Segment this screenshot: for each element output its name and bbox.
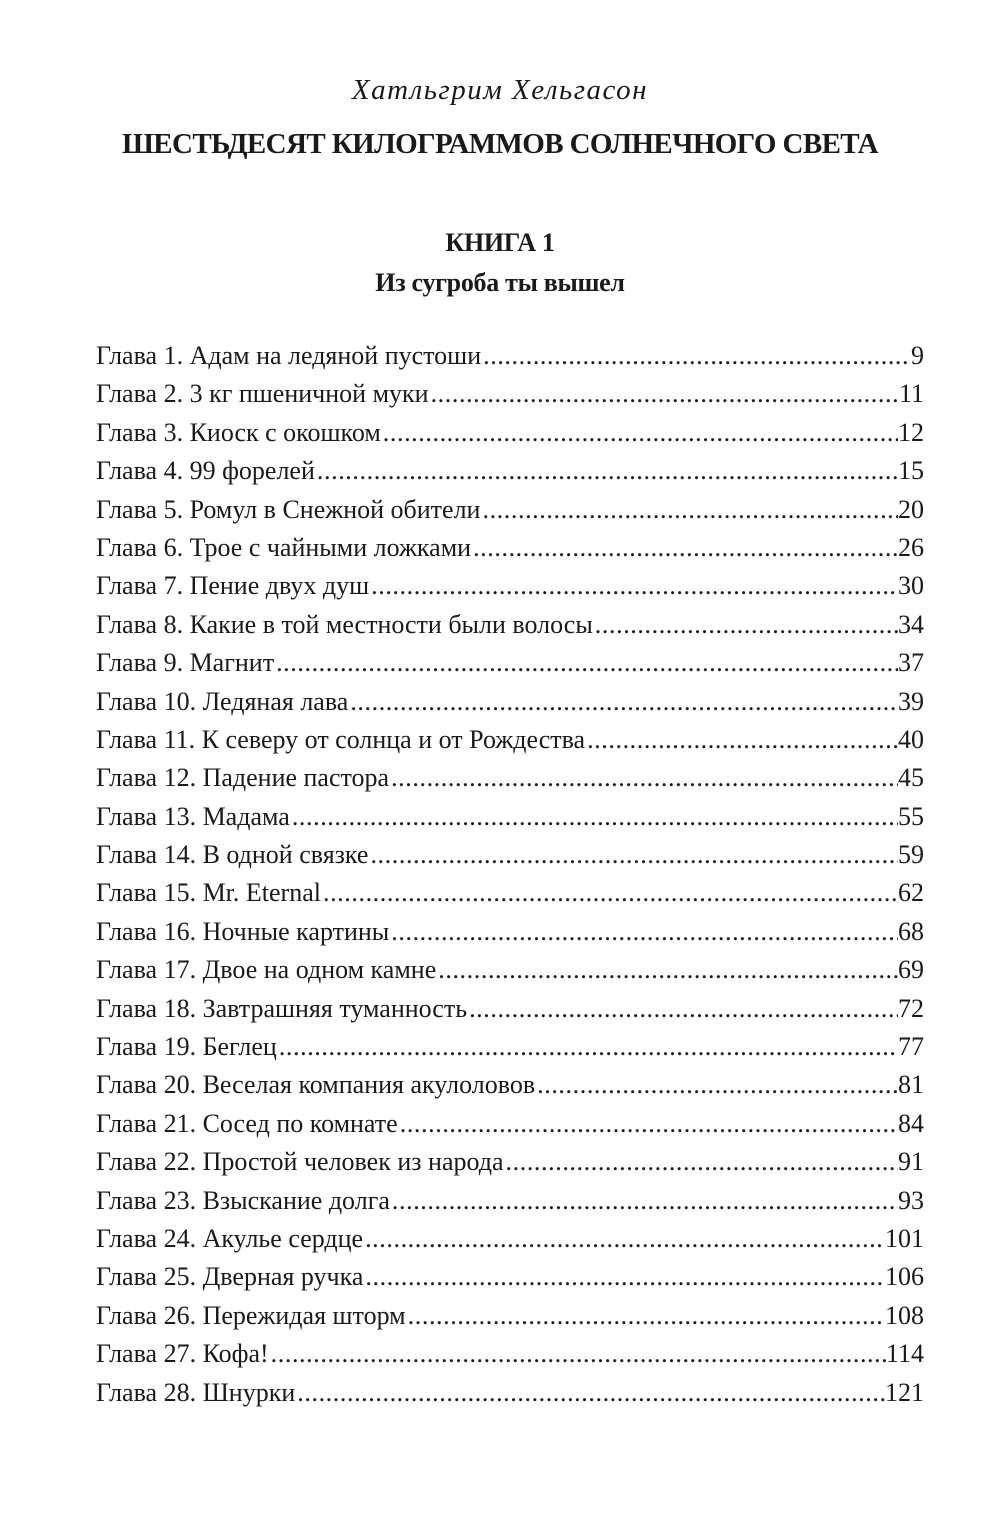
toc-leader-dots bbox=[469, 994, 898, 1024]
toc-entry[interactable] bbox=[96, 1070, 924, 1108]
toc-leader-dots bbox=[383, 418, 898, 448]
toc-entry-page-number: 93 bbox=[898, 1185, 924, 1215]
toc-entry-page-number: 106 bbox=[885, 1262, 924, 1292]
toc-entry[interactable] bbox=[96, 1301, 924, 1339]
toc-entry[interactable] bbox=[96, 1339, 924, 1377]
toc-entry-page-number: 114 bbox=[885, 1339, 924, 1369]
toc-entry[interactable] bbox=[96, 341, 924, 379]
toc-entry[interactable] bbox=[96, 917, 924, 955]
toc-entry-page-number: 101 bbox=[885, 1223, 924, 1253]
toc-entry-page-number: 69 bbox=[898, 955, 924, 985]
toc-entry[interactable] bbox=[96, 648, 924, 686]
toc-entry-title: Глава 11. К северу от солнца и от Рождества bbox=[96, 724, 586, 754]
toc-entry-page-number: 55 bbox=[898, 801, 924, 831]
toc-entry[interactable] bbox=[96, 1378, 924, 1416]
toc-entry-page-number: 34 bbox=[898, 609, 924, 639]
book-part-number: КНИГА 1 bbox=[445, 228, 555, 257]
toc-entry-page-number: 68 bbox=[898, 916, 924, 946]
toc-entry-page-number: 11 bbox=[898, 379, 924, 409]
toc-entry-page-number: 84 bbox=[898, 1108, 924, 1138]
toc-entry[interactable] bbox=[96, 1186, 924, 1224]
toc-entry-page-number: 12 bbox=[898, 417, 924, 447]
toc-entry-title: Глава 4. 99 форелей bbox=[96, 456, 315, 486]
toc-entry-page-number: 81 bbox=[898, 1070, 924, 1100]
toc-entry[interactable] bbox=[96, 379, 924, 417]
toc-entry-title: Глава 14. В одной связке bbox=[96, 840, 369, 870]
author-name: Хатльгрим Хельгасон bbox=[351, 74, 649, 106]
toc-leader-dots bbox=[297, 1378, 885, 1408]
toc-entry-title: Глава 22. Простой человек из народа bbox=[96, 1147, 504, 1177]
toc-entry-page-number: 108 bbox=[885, 1300, 924, 1330]
toc-entry-page-number: 121 bbox=[885, 1377, 924, 1407]
toc-leader-dots bbox=[292, 802, 898, 832]
toc-entry[interactable] bbox=[96, 1109, 924, 1147]
toc-entry-page-number: 9 bbox=[911, 341, 924, 370]
toc-entry-title: Глава 16. Ночные картины bbox=[96, 916, 390, 946]
toc-entry[interactable] bbox=[96, 802, 924, 840]
toc-entry-title: Глава 3. Киоск с окошком bbox=[96, 417, 381, 447]
toc-entry-title: Глава 5. Ромул в Снежной обители bbox=[96, 494, 481, 524]
toc-entry-title: Глава 23. Взыскание долга bbox=[96, 1185, 390, 1215]
toc-entry-page-number: 26 bbox=[898, 532, 924, 562]
toc-leader-dots bbox=[506, 1147, 898, 1177]
toc-leader-dots bbox=[431, 379, 899, 409]
toc-entry-title: Глава 20. Веселая компания акулоловов bbox=[96, 1070, 536, 1100]
toc-leader-dots bbox=[482, 495, 898, 525]
toc-entry-title: Глава 27. Кофа! bbox=[96, 1339, 269, 1369]
toc-entry[interactable] bbox=[96, 1224, 924, 1262]
toc-entry-title: Глава 18. Завтрашняя туманность bbox=[96, 993, 468, 1023]
toc-leader-dots bbox=[276, 648, 898, 678]
book-title: ШЕСТЬДЕСЯТ КИЛОГРАММОВ СОЛНЕЧНОГО СВЕТА bbox=[122, 128, 878, 160]
toc-entry[interactable] bbox=[96, 456, 924, 494]
toc-entry-title: Глава 10. Ледяная лава bbox=[96, 686, 349, 716]
toc-leader-dots bbox=[537, 1070, 898, 1100]
toc-leader-dots bbox=[350, 687, 898, 717]
toc-entry[interactable] bbox=[96, 687, 924, 725]
toc-entry-title: Глава 19. Беглец bbox=[96, 1032, 277, 1062]
toc-entry-title: Глава 15. Mr. Eternal bbox=[96, 878, 321, 908]
table-of-contents bbox=[96, 341, 924, 1416]
toc-entry-page-number: 62 bbox=[898, 878, 924, 908]
toc-entry-title: Глава 21. Сосед по комнате bbox=[96, 1108, 398, 1138]
toc-leader-dots bbox=[473, 533, 898, 563]
toc-entry-title: Глава 9. Магнит bbox=[96, 648, 275, 678]
toc-leader-dots bbox=[391, 763, 898, 793]
toc-entry-page-number: 40 bbox=[898, 724, 924, 754]
toc-entry[interactable] bbox=[96, 840, 924, 878]
toc-leader-dots bbox=[587, 725, 898, 755]
toc-entry-title: Глава 17. Двое на одном камне bbox=[96, 955, 437, 985]
toc-entry-title: Глава 7. Пение двух душ bbox=[96, 571, 370, 601]
toc-entry-page-number: 39 bbox=[898, 686, 924, 716]
toc-entry[interactable] bbox=[96, 955, 924, 993]
toc-entry-page-number: 77 bbox=[898, 1032, 924, 1062]
toc-leader-dots bbox=[391, 917, 898, 947]
toc-entry-title: Глава 6. Трое с чайными ложками bbox=[96, 532, 472, 562]
toc-entry-page-number: 72 bbox=[898, 993, 924, 1023]
toc-entry-page-number: 59 bbox=[898, 840, 924, 870]
toc-leader-dots bbox=[271, 1339, 886, 1369]
toc-entry-title: Глава 25. Дверная ручка bbox=[96, 1262, 364, 1292]
book-part-subtitle: Из сугроба ты вышел bbox=[375, 268, 625, 297]
toc-entry[interactable] bbox=[96, 1262, 924, 1300]
toc-entry-page-number: 45 bbox=[898, 763, 924, 793]
toc-leader-dots bbox=[483, 341, 911, 371]
toc-leader-dots bbox=[317, 456, 898, 486]
toc-leader-dots bbox=[595, 610, 898, 640]
toc-entry-title: Глава 2. 3 кг пшеничной муки bbox=[96, 379, 429, 409]
toc-leader-dots bbox=[408, 1301, 885, 1331]
toc-leader-dots bbox=[371, 571, 898, 601]
toc-entry[interactable] bbox=[96, 571, 924, 609]
toc-entry[interactable] bbox=[96, 533, 924, 571]
toc-entry-title: Глава 13. Мадама bbox=[96, 801, 290, 831]
toc-entry[interactable] bbox=[96, 610, 924, 648]
toc-leader-dots bbox=[370, 840, 898, 870]
toc-entry-title: Глава 1. Адам на ледяной пустоши bbox=[96, 341, 482, 370]
toc-entry[interactable] bbox=[96, 725, 924, 763]
toc-entry[interactable] bbox=[96, 1147, 924, 1185]
toc-entry-title: Глава 26. Пережидая шторм bbox=[96, 1300, 406, 1330]
toc-entry[interactable] bbox=[96, 878, 924, 916]
toc-entry[interactable] bbox=[96, 495, 924, 533]
toc-entry-page-number: 20 bbox=[898, 494, 924, 524]
toc-leader-dots bbox=[438, 955, 898, 985]
toc-leader-dots bbox=[323, 878, 898, 908]
toc-entry[interactable] bbox=[96, 763, 924, 801]
toc-entry-page-number: 30 bbox=[898, 571, 924, 601]
toc-leader-dots bbox=[365, 1224, 885, 1254]
toc-entry-title: Глава 24. Акулье сердце bbox=[96, 1223, 364, 1253]
toc-entry-page-number: 37 bbox=[898, 648, 924, 678]
toc-leader-dots bbox=[392, 1186, 898, 1216]
toc-entry-page-number: 91 bbox=[898, 1147, 924, 1177]
toc-leader-dots bbox=[279, 1032, 898, 1062]
toc-entry-page-number: 15 bbox=[898, 456, 924, 486]
toc-entry-title: Глава 8. Какие в той местности были волосы bbox=[96, 609, 593, 639]
toc-entry[interactable] bbox=[96, 1032, 924, 1070]
toc-entry[interactable] bbox=[96, 994, 924, 1032]
toc-leader-dots bbox=[400, 1109, 898, 1139]
toc-entry-title: Глава 28. Шнурки bbox=[96, 1377, 296, 1407]
toc-leader-dots bbox=[365, 1262, 885, 1292]
toc-entry-title: Глава 12. Падение пастора bbox=[96, 763, 390, 793]
toc-entry[interactable] bbox=[96, 418, 924, 456]
